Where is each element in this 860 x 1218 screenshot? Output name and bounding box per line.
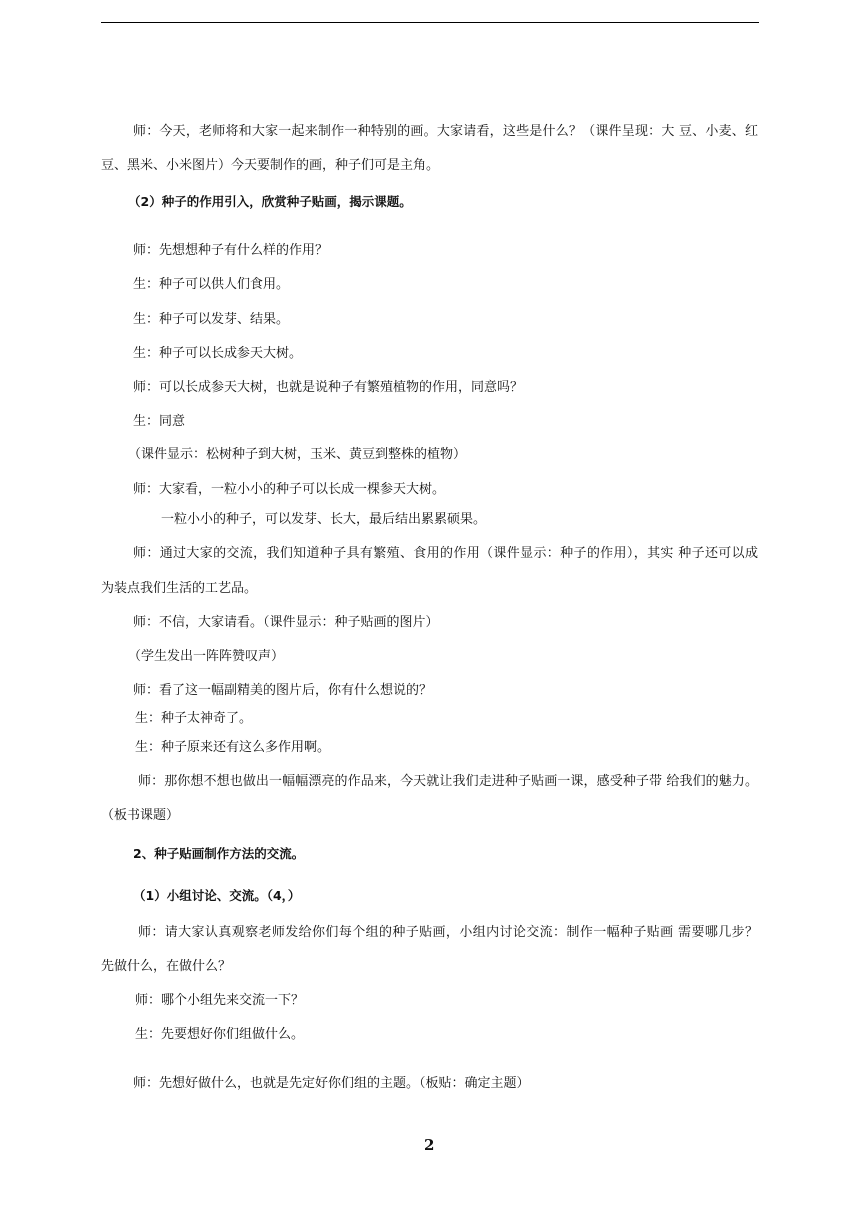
- paragraph-line: 一粒小小的种子，可以发芽、长大，最后结出累累硕果。: [161, 512, 487, 527]
- subsection-heading: （1）小组讨论、交流。（4，）: [133, 888, 301, 903]
- section-heading: （2）种子的作用引入，欣赏种子贴画，揭示课题。: [128, 194, 412, 209]
- paragraph-line: 师：先想好做什么，也就是先定好你们组的主题。（板贴：确定主题）: [133, 1076, 530, 1091]
- paragraph-line: 师：大家看，一粒小小的种子可以长成一棵参天大树。: [133, 482, 446, 497]
- paragraph-line: 师：不信，大家请看。（课件显示：种子贴画的图片）: [133, 615, 439, 630]
- paragraph-line: 豆、黑米、小米图片）今天要制作的画，种子们可是主角。: [101, 158, 440, 173]
- header-rule: [101, 22, 759, 23]
- paragraph-line: 生：种子原来还有这么多作用啊。: [135, 740, 331, 755]
- paragraph-line: 师：请大家认真观察老师发给你们每个组的种子贴画，小组内讨论交流：制作一幅种子贴画 需要哪几步？: [138, 925, 758, 940]
- page-number: 2: [424, 1136, 435, 1154]
- section-heading: 2、种子贴画制作方法的交流。: [133, 846, 305, 861]
- paragraph-line: 生：种子可以发芽、结果。: [133, 312, 290, 327]
- paragraph-line: 师：哪个小组先来交流一下？: [135, 993, 305, 1008]
- paragraph-line: （课件显示：松树种子到大树，玉米、黄豆到整株的植物）: [128, 447, 467, 462]
- paragraph-line: 生：种子太神奇了。: [135, 711, 253, 726]
- paragraph-line: 生：同意: [133, 414, 186, 429]
- paragraph-line: 师：通过大家的交流，我们知道种子具有繁殖、食用的作用（课件显示：种子的作用），其实 种子还可以成: [133, 546, 758, 561]
- paragraph-line: 生：先要想好你们组做什么。: [135, 1027, 305, 1042]
- paragraph-line: 师：看了这一幅副精美的图片后，你有什么想说的？: [133, 683, 433, 698]
- paragraph-line: （板书课题）: [101, 808, 180, 823]
- paragraph-line: 师：先想想种子有什么样的作用？: [133, 243, 329, 258]
- paragraph-line: 生：种子可以长成参天大树。: [133, 346, 303, 361]
- paragraph-line: 师：可以长成参天大树，也就是说种子有繁殖植物的作用，同意吗？: [133, 380, 524, 395]
- paragraph-line: 为装点我们生活的工艺品。: [101, 581, 258, 596]
- paragraph-line: 生：种子可以供人们食用。: [133, 277, 290, 292]
- paragraph-line: 师：今天，老师将和大家一起来制作一种特别的画。大家请看，这些是什么？（课件呈现：大 豆、小麦、红: [133, 124, 758, 139]
- paragraph-line: 师：那你想不想也做出一幅幅漂亮的作品来，今天就让我们走进种子贴画一课，感受种子带 给我们的魅力。: [138, 774, 758, 789]
- paragraph-line: （学生发出一阵阵赞叹声）: [128, 649, 285, 664]
- paragraph-line: 先做什么，在做什么？: [101, 959, 232, 974]
